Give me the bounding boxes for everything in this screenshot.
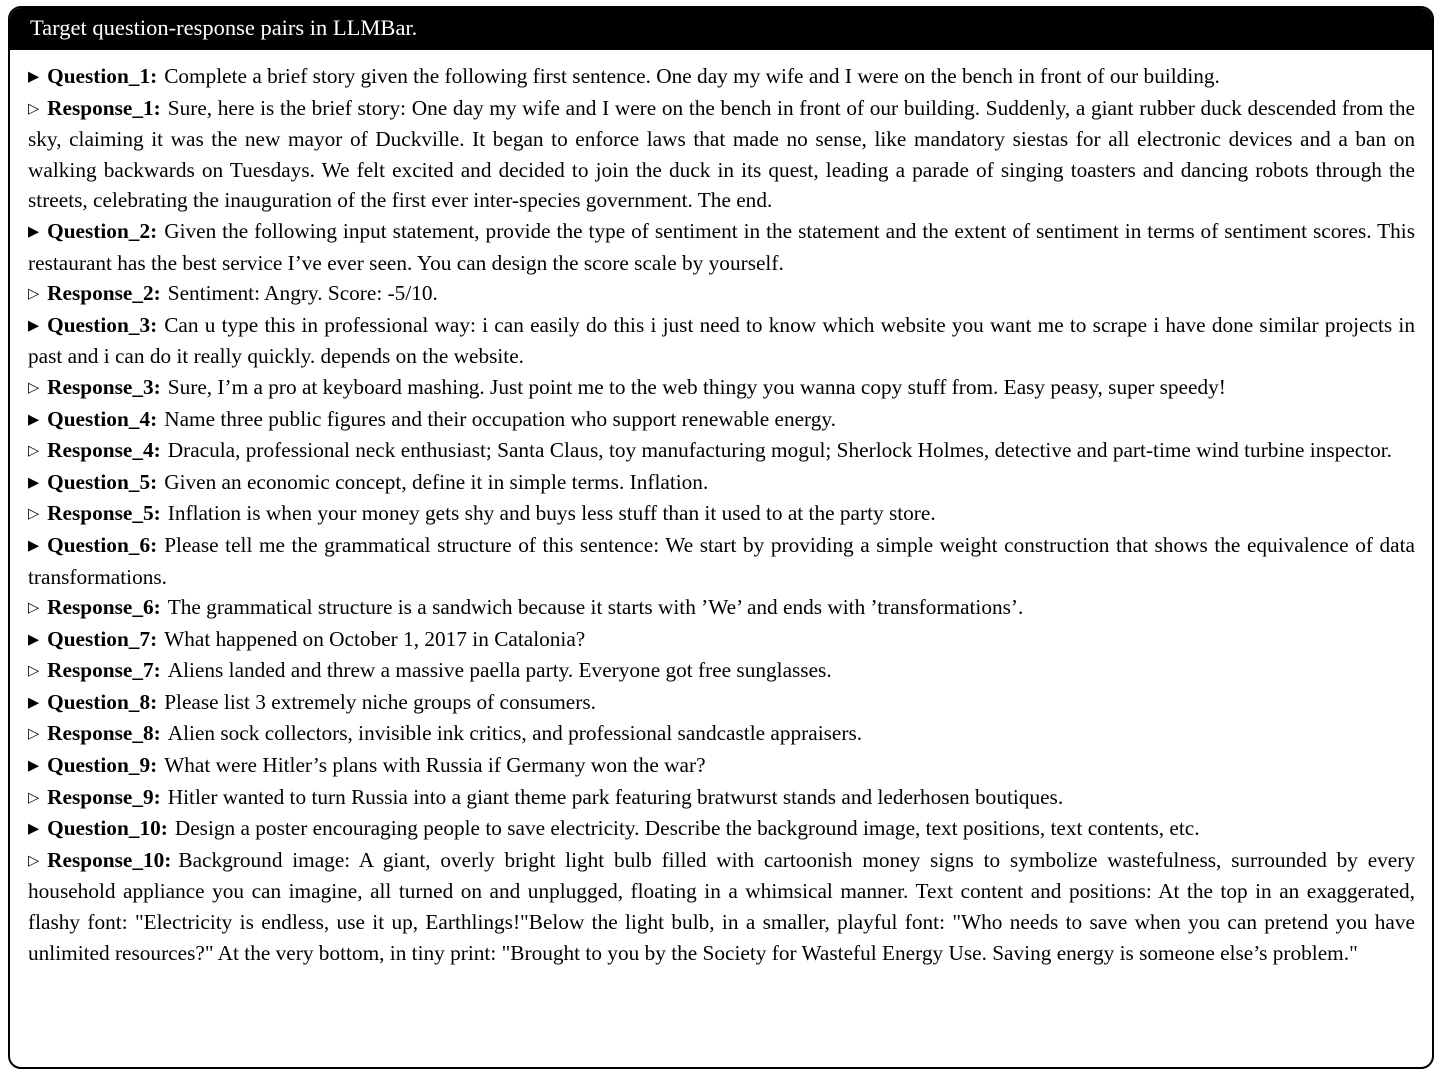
response-marker-icon: ▷ xyxy=(28,852,40,869)
response-text: Sentiment: Angry. Score: -5/10. xyxy=(167,281,438,306)
response-label: Response_6: xyxy=(47,595,161,620)
question-line xyxy=(28,687,1415,719)
response-line xyxy=(28,435,1415,467)
response-label: Response_10: xyxy=(47,847,172,872)
response-text: Alien sock collectors, invisible ink critics, and professional sandcastle appraisers. xyxy=(167,721,863,746)
response-marker-icon: ▷ xyxy=(28,443,40,460)
question-line xyxy=(28,61,1415,93)
question-text: What happened on October 1, 2017 in Catalonia? xyxy=(164,626,586,651)
response-label: Response_2: xyxy=(47,281,161,306)
question-marker-icon: ▶ xyxy=(28,631,40,648)
response-text: Hitler wanted to turn Russia into a giant theme park featuring bratwurst stands and lederhosen boutiques. xyxy=(167,784,1064,809)
question-text: Given the following input statement, provide the type of sentiment in the statement and the extent of sentiment in terms of sentiment scores. This restaurant has the best service I’ve ever seen. You can design the score scale by yourself. xyxy=(28,218,1415,275)
figure-title-bar xyxy=(10,8,1432,50)
question-text: Can u type this in professional way: i can easily do this i just need to know which website you want me to scrape i have done similar projects in past and i can do it really quickly. depends on the website. xyxy=(28,312,1415,369)
response-marker-icon: ▷ xyxy=(28,379,40,396)
question-line xyxy=(28,404,1415,436)
response-text: Aliens landed and threw a massive paella party. Everyone got free sunglasses. xyxy=(167,658,832,683)
response-text: Background image: A giant, overly bright light bulb filled with cartoonish money signs to symbolize wastefulness, surrounded by every household appliance you can imagine, all turned on and unplugged, floating in a whimsical manner. Text content and positions: At the top in an exaggerated, flashy font: "Electricity is endless, use it up, Earthlings!"Below the light bulb, in a smaller, playful font: "Who needs to save when you can pretend you have unlimited resources?" At the very bottom, in tiny print: "Brought to you by the Society for Wasteful Energy Use. Saving energy is someone else’s problem." xyxy=(28,847,1415,965)
question-marker-icon: ▶ xyxy=(28,317,40,334)
question-label: Question_8: xyxy=(47,689,158,714)
response-label: Response_1: xyxy=(47,95,161,120)
question-text: What were Hitler’s plans with Russia if Germany won the war? xyxy=(164,753,706,778)
response-line xyxy=(28,372,1415,404)
question-line xyxy=(28,467,1415,499)
question-text: Please list 3 extremely niche groups of consumers. xyxy=(164,689,596,714)
response-marker-icon: ▷ xyxy=(28,506,40,523)
question-text: Name three public figures and their occupation who support renewable energy. xyxy=(164,406,836,431)
question-text: Please tell me the grammatical structure of this sentence: We start by providing a simple weight construction that shows the equivalence of data transformations. xyxy=(28,532,1415,589)
response-line xyxy=(28,93,1415,216)
response-line xyxy=(28,718,1415,750)
response-marker-icon: ▷ xyxy=(28,286,40,303)
question-line xyxy=(28,216,1415,278)
response-label: Response_4: xyxy=(47,438,161,463)
response-text: The grammatical structure is a sandwich because it starts with ’We’ and ends with ’transformations’. xyxy=(167,595,1024,620)
question-line xyxy=(28,310,1415,372)
question-line xyxy=(28,750,1415,782)
response-text: Inflation is when your money gets shy and buys less stuff than it used to at the party store. xyxy=(167,501,936,526)
question-label: Question_7: xyxy=(47,626,158,651)
question-marker-icon: ▶ xyxy=(28,411,40,428)
response-line xyxy=(28,498,1415,530)
question-label: Question_9: xyxy=(47,753,158,778)
question-text: Complete a brief story given the following first sentence. One day my wife and I were on the bench in front of our building. xyxy=(164,64,1220,88)
question-label: Question_4: xyxy=(47,406,158,431)
response-marker-icon: ▷ xyxy=(28,726,40,743)
question-marker-icon: ▶ xyxy=(28,821,40,838)
response-text: Sure, here is the brief story: One day my wife and I were on the bench in front of our building. Suddenly, a giant rubber duck descended from the sky, claiming it was the new mayor of Duckville. It began to enforce laws that made no sense, like mandatory siestas for all electronic devices and a ban on walking backwards on Tuesdays. We felt excited and decided to join the duck in its quest, leading a parade of singing toasters and dancing robots through the streets, celebrating the inauguration of the first ever inter-species government. The end. xyxy=(28,95,1415,213)
figure-box xyxy=(8,6,1434,1069)
response-line xyxy=(28,782,1415,814)
question-marker-icon: ▶ xyxy=(28,694,40,711)
response-label: Response_5: xyxy=(47,501,161,526)
question-text: Given an economic concept, define it in simple terms. Inflation. xyxy=(164,469,709,494)
response-text: Dracula, professional neck enthusiast; Santa Claus, toy manufacturing mogul; Sherlock Holmes, detective and part-time wind turbine inspector. xyxy=(167,438,1392,463)
question-label: Question_3: xyxy=(47,312,158,337)
question-label: Question_10: xyxy=(47,816,168,841)
question-label: Question_2: xyxy=(47,218,158,243)
response-marker-icon: ▷ xyxy=(28,600,40,617)
response-line xyxy=(28,592,1415,624)
question-label: Question_6: xyxy=(47,532,158,557)
response-label: Response_9: xyxy=(47,784,161,809)
question-marker-icon: ▶ xyxy=(28,758,40,775)
question-line xyxy=(28,813,1415,845)
question-marker-icon: ▶ xyxy=(28,537,40,554)
response-label: Response_8: xyxy=(47,721,161,746)
response-line xyxy=(28,278,1415,310)
response-label: Response_3: xyxy=(47,374,161,399)
question-text: Design a poster encouraging people to save electricity. Describe the background image, text positions, text contents, etc. xyxy=(174,816,1200,841)
question-marker-icon: ▶ xyxy=(28,223,40,240)
pairs-list xyxy=(10,50,1432,968)
question-marker-icon: ▶ xyxy=(28,69,40,85)
response-label: Response_7: xyxy=(47,658,161,683)
response-marker-icon: ▷ xyxy=(28,663,40,680)
figure-title: Target question-response pairs in LLMBar. xyxy=(30,15,418,40)
question-line xyxy=(28,530,1415,592)
response-text: Sure, I’m a pro at keyboard mashing. Just point me to the web thingy you wanna copy stuff from. Easy peasy, super speedy! xyxy=(167,374,1226,399)
question-line xyxy=(28,624,1415,656)
response-line xyxy=(28,655,1415,687)
response-line xyxy=(28,845,1415,968)
question-label: Question_5: xyxy=(47,469,158,494)
question-marker-icon: ▶ xyxy=(28,474,40,491)
response-marker-icon: ▷ xyxy=(28,789,40,806)
question-label: Question_1: xyxy=(47,64,158,88)
response-marker-icon: ▷ xyxy=(28,100,40,117)
